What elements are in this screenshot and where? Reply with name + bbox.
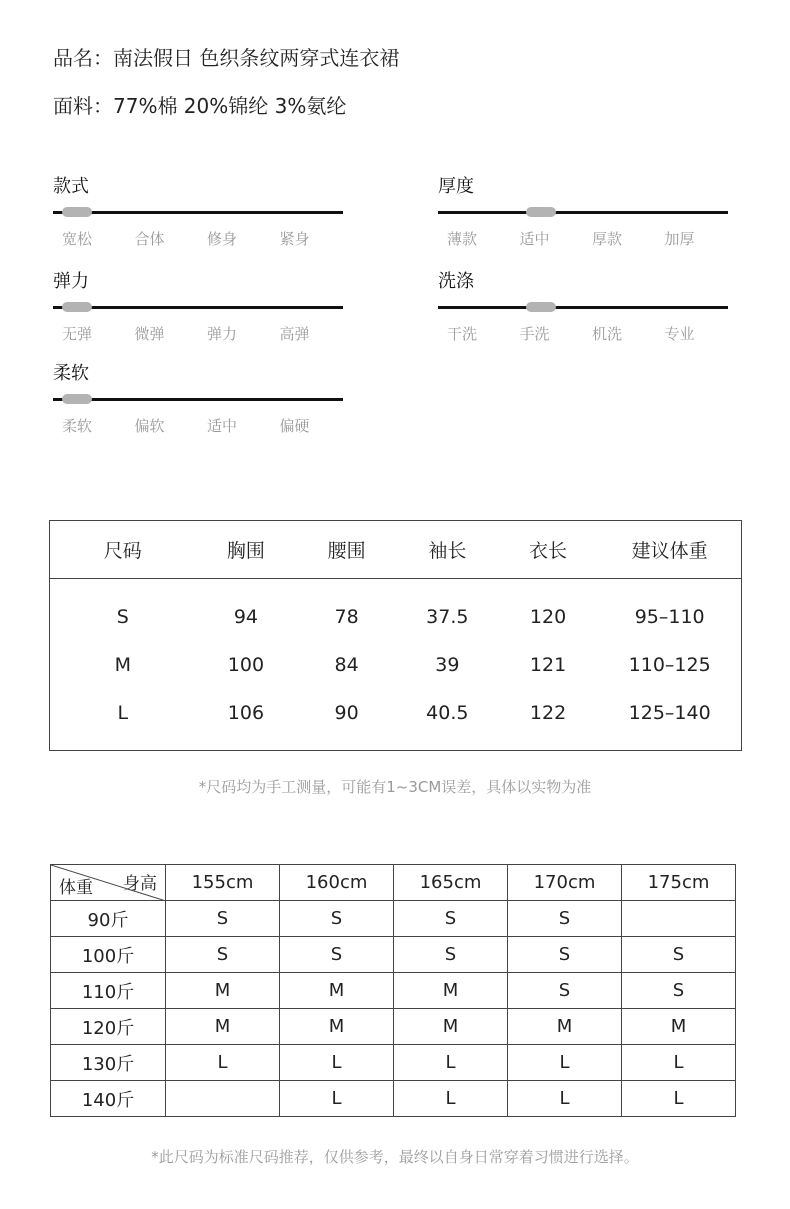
- attribute-track: [53, 211, 343, 214]
- attribute-option: 适中: [519, 230, 550, 248]
- size-cell: L: [622, 1045, 736, 1081]
- table-row: [50, 641, 741, 689]
- corner-height-label: 身高: [123, 874, 157, 894]
- table-row: [51, 1045, 736, 1081]
- attribute-track: [438, 211, 728, 214]
- attribute-title: 洗涤: [438, 271, 474, 292]
- attribute-option: 专业: [664, 325, 695, 343]
- attribute-option: 修身: [207, 230, 238, 248]
- attribute-option: 无弹: [62, 325, 93, 343]
- size-cell: S: [394, 901, 508, 937]
- weight-cell: 90斤: [51, 901, 166, 937]
- size-cell: L: [508, 1045, 622, 1081]
- table-row: [51, 973, 736, 1009]
- attribute-track: [438, 306, 728, 309]
- header-cell: 胸围: [226, 540, 265, 562]
- table-cell: S: [116, 606, 129, 628]
- header-cell: 尺码: [103, 540, 142, 562]
- table-cell: 122: [529, 702, 567, 724]
- attribute-option: 微弹: [134, 325, 165, 343]
- header-cell: 建议体重: [631, 540, 708, 562]
- size-cell: S: [166, 901, 280, 937]
- attribute-title: 弹力: [53, 271, 89, 292]
- size-cell: M: [508, 1009, 622, 1045]
- size-cell: L: [280, 1081, 394, 1117]
- table-cell: 37.5: [426, 606, 469, 628]
- size-cell: L: [280, 1045, 394, 1081]
- attribute-softness: [53, 362, 343, 436]
- attribute-option: 手洗: [519, 325, 550, 343]
- size-cell: L: [394, 1081, 508, 1117]
- table-cell: L: [117, 702, 129, 724]
- weight-cell: 100斤: [51, 937, 166, 973]
- fit-table-note: *此尺码为标准尺码推荐，仅供参考，最终以自身日常穿着习惯进行选择。: [151, 1148, 639, 1166]
- table-cell: 95–110: [634, 606, 705, 628]
- size-cell: M: [394, 973, 508, 1009]
- table-row: [51, 937, 736, 973]
- size-cell: S: [508, 973, 622, 1009]
- height-header: 155cm: [166, 865, 280, 901]
- attribute-indicator: [62, 302, 92, 312]
- attribute-track: [53, 306, 343, 309]
- product-name: 品名：南法假日 色织条纹两穿式连衣裙: [53, 46, 400, 70]
- table-row: [51, 1009, 736, 1045]
- attribute-indicator: [526, 302, 556, 312]
- attribute-option: 偏硬: [279, 417, 310, 435]
- attribute-option: 合体: [134, 230, 165, 248]
- attribute-option: 机洗: [592, 325, 623, 343]
- attribute-option: 弹力: [207, 325, 238, 343]
- corner-weight-label: 体重: [59, 878, 93, 898]
- table-row: [50, 593, 741, 641]
- size-cell: L: [622, 1081, 736, 1117]
- size-cell: S: [508, 937, 622, 973]
- attribute-option: 厚款: [592, 230, 623, 248]
- header-cell: 袖长: [428, 540, 467, 562]
- size-cell: S: [508, 901, 622, 937]
- attribute-option: 宽松: [62, 230, 93, 248]
- table-cell: 110–125: [628, 654, 711, 676]
- corner-cell: [51, 865, 166, 901]
- attribute-washing: [438, 270, 728, 344]
- size-cell: S: [622, 973, 736, 1009]
- attribute-title: 柔软: [53, 363, 89, 384]
- header-cell: 腰围: [327, 540, 366, 562]
- size-chart: [49, 520, 742, 751]
- table-row: [51, 901, 736, 937]
- size-cell: M: [166, 1009, 280, 1045]
- table-row: [51, 1081, 736, 1117]
- table-row: [50, 689, 741, 737]
- attribute-title: 款式: [53, 176, 89, 197]
- size-cell: [166, 1081, 280, 1117]
- size-chart-note: *尺码均为手工测量，可能有1~3CM误差，具体以实物为准: [198, 778, 592, 796]
- weight-cell: 130斤: [51, 1045, 166, 1081]
- attribute-option: 高弹: [279, 325, 310, 343]
- table-cell: 39: [435, 654, 460, 676]
- size-chart-header: [50, 521, 741, 579]
- size-cell: M: [166, 973, 280, 1009]
- attribute-option: 薄款: [447, 230, 478, 248]
- attribute-indicator: [62, 394, 92, 404]
- weight-cell: 120斤: [51, 1009, 166, 1045]
- table-cell: 40.5: [426, 702, 469, 724]
- weight-cell: 140斤: [51, 1081, 166, 1117]
- size-cell: M: [280, 1009, 394, 1045]
- size-cell: S: [394, 937, 508, 973]
- attribute-indicator: [526, 207, 556, 217]
- size-cell: S: [166, 937, 280, 973]
- attribute-option: 紧身: [279, 230, 310, 248]
- attribute-title: 厚度: [438, 176, 474, 197]
- table-cell: 90: [334, 702, 359, 724]
- fit-recommendation-table: [50, 864, 736, 1117]
- attribute-option: 适中: [207, 417, 238, 435]
- height-header: 160cm: [280, 865, 394, 901]
- attribute-indicator: [62, 207, 92, 217]
- size-cell: L: [166, 1045, 280, 1081]
- weight-cell: 110斤: [51, 973, 166, 1009]
- attribute-style: [53, 175, 343, 249]
- table-cell: 84: [334, 654, 359, 676]
- size-cell: L: [394, 1045, 508, 1081]
- table-cell: 94: [233, 606, 259, 628]
- table-cell: 100: [227, 654, 265, 676]
- size-cell: S: [280, 937, 394, 973]
- attribute-thickness: [438, 175, 728, 249]
- header-cell: 衣长: [529, 540, 568, 562]
- table-cell: 125–140: [628, 702, 711, 724]
- fabric-composition: 面料：77%棉 20%锦纶 3%氨纶: [53, 94, 347, 118]
- attribute-option: 干洗: [447, 325, 478, 343]
- size-cell: L: [508, 1081, 622, 1117]
- attribute-option: 加厚: [664, 230, 695, 248]
- table-cell: 121: [529, 654, 567, 676]
- table-cell: M: [114, 654, 131, 676]
- size-cell: M: [622, 1009, 736, 1045]
- table-cell: 78: [334, 606, 359, 628]
- attribute-elasticity: [53, 270, 343, 344]
- fit-header-row: [51, 865, 736, 901]
- height-header: 170cm: [508, 865, 622, 901]
- attribute-track: [53, 398, 343, 401]
- height-header: 165cm: [394, 865, 508, 901]
- size-cell: S: [280, 901, 394, 937]
- attribute-option: 偏软: [134, 417, 165, 435]
- table-cell: 120: [529, 606, 567, 628]
- height-header: 175cm: [622, 865, 736, 901]
- size-cell: M: [280, 973, 394, 1009]
- size-cell: S: [622, 937, 736, 973]
- size-cell: M: [394, 1009, 508, 1045]
- table-cell: 106: [227, 702, 265, 724]
- size-cell: [622, 901, 736, 937]
- attribute-option: 柔软: [62, 417, 93, 435]
